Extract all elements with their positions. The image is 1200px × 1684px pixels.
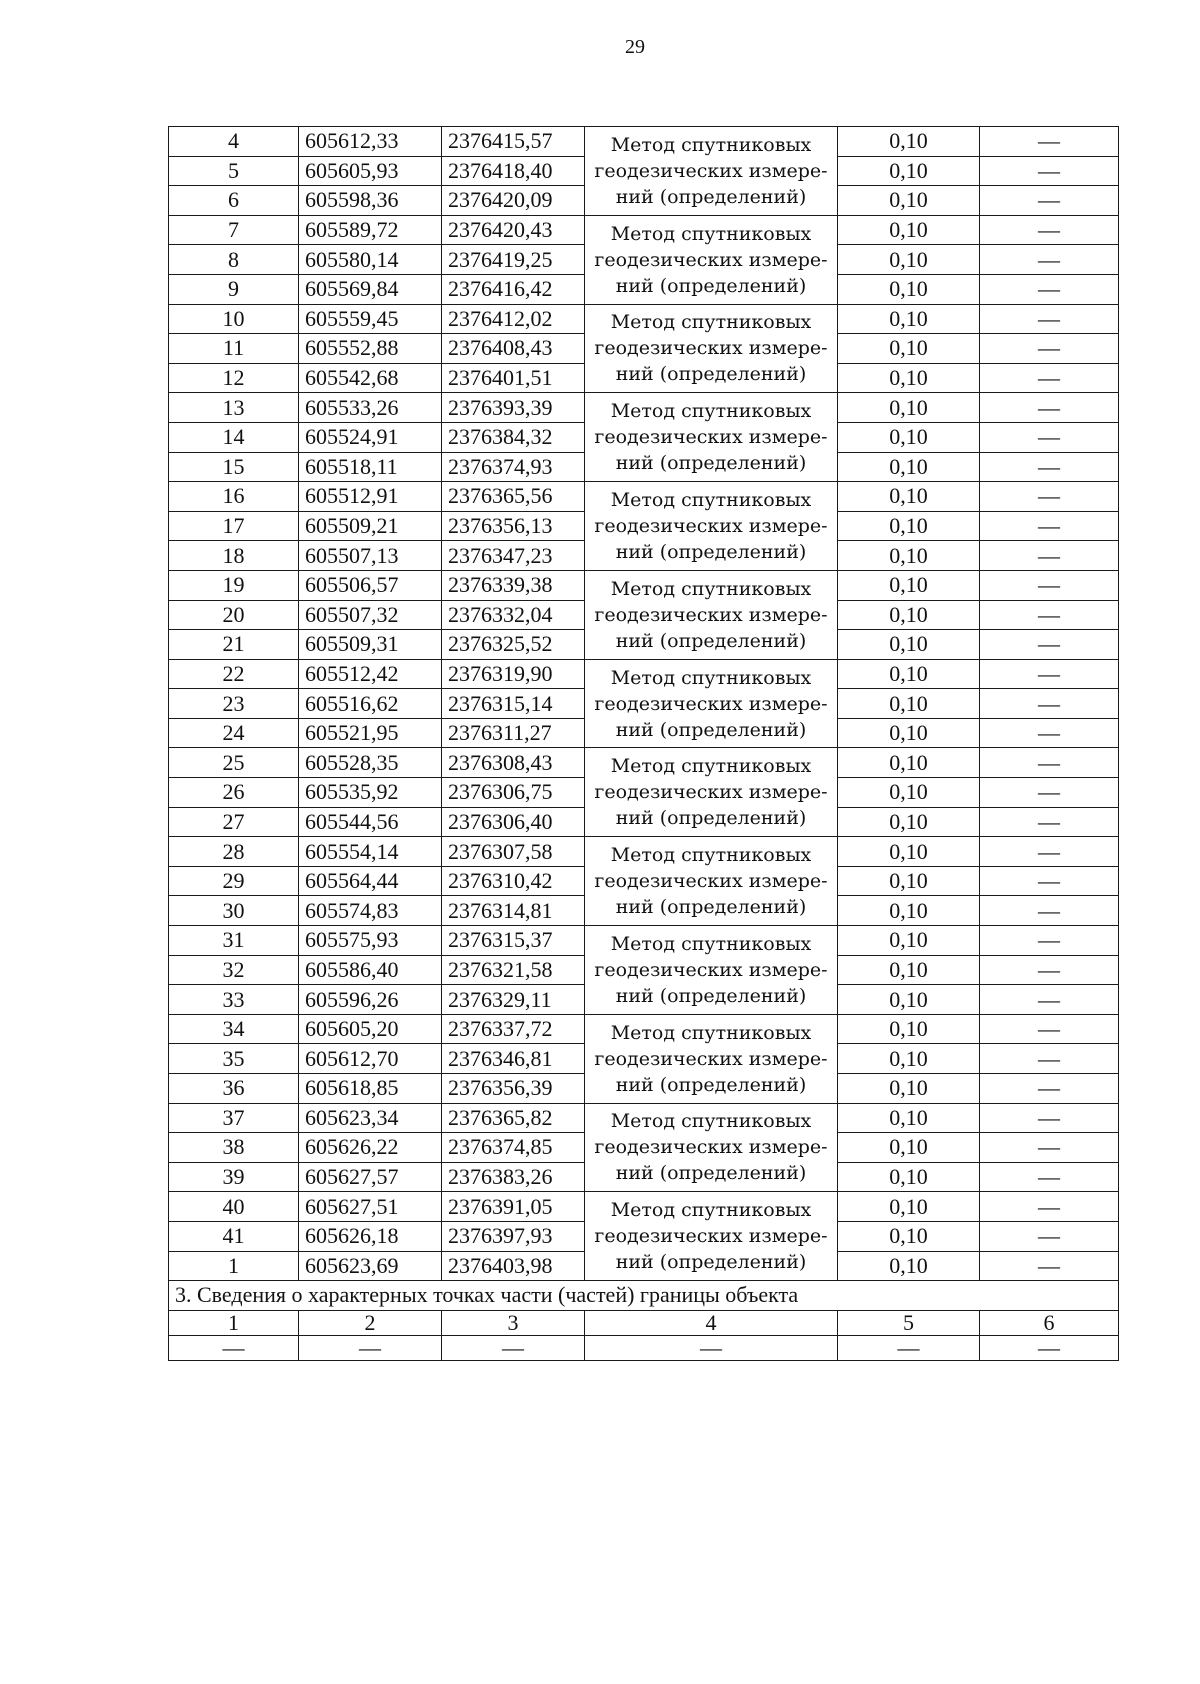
section-3-header-cell: 5 <box>838 1310 980 1335</box>
method-line: Метод спутниковых <box>610 1110 812 1133</box>
method-cell <box>585 127 838 216</box>
point-description: — <box>980 1221 1119 1251</box>
coordinate-x: 605575,93 <box>299 926 442 956</box>
coordinate-x: 605535,92 <box>299 778 442 808</box>
coordinate-y: 2376384,32 <box>442 422 585 452</box>
coordinate-x: 605524,91 <box>299 422 442 452</box>
coordinate-x: 605596,26 <box>299 985 442 1015</box>
coordinate-y: 2376307,58 <box>442 837 585 867</box>
coordinate-y: 2376310,42 <box>442 866 585 896</box>
coordinate-y: 2376339,38 <box>442 570 585 600</box>
table-row <box>169 304 1119 334</box>
point-number: 40 <box>169 1192 299 1222</box>
point-number: 18 <box>169 541 299 571</box>
accuracy: 0,10 <box>838 363 980 393</box>
method-line: Метод спутниковых <box>610 932 812 955</box>
accuracy: 0,10 <box>838 896 980 926</box>
point-number: 20 <box>169 600 299 630</box>
point-description: — <box>980 1192 1119 1222</box>
point-number: 17 <box>169 511 299 541</box>
point-number: 41 <box>169 1221 299 1251</box>
point-description: — <box>980 748 1119 778</box>
coordinate-y: 2376412,02 <box>442 304 585 334</box>
accuracy: 0,10 <box>838 1251 980 1281</box>
coordinate-x: 605516,62 <box>299 689 442 719</box>
coordinate-y: 2376420,43 <box>442 215 585 245</box>
section-3-title: 3. Сведения о характерных точках части (частей) границы объекта <box>169 1281 1119 1311</box>
coordinate-y: 2376337,72 <box>442 1014 585 1044</box>
point-number: 36 <box>169 1074 299 1104</box>
coordinate-y: 2376308,43 <box>442 748 585 778</box>
method-cell <box>585 482 838 571</box>
coordinate-x: 605612,70 <box>299 1044 442 1074</box>
point-number: 14 <box>169 422 299 452</box>
method-line: геодезических измере- <box>594 958 828 981</box>
coordinate-x: 605586,40 <box>299 955 442 985</box>
accuracy: 0,10 <box>838 866 980 896</box>
point-description: — <box>980 1162 1119 1192</box>
section-3-empty-row <box>169 1335 1119 1360</box>
point-number: 24 <box>169 718 299 748</box>
point-description: — <box>980 511 1119 541</box>
point-description: — <box>980 274 1119 304</box>
point-number: 32 <box>169 955 299 985</box>
accuracy: 0,10 <box>838 304 980 334</box>
section-3-cell: — <box>442 1335 585 1360</box>
table-row <box>169 1192 1119 1222</box>
section-3-cell: — <box>169 1335 299 1360</box>
coordinate-y: 2376408,43 <box>442 334 585 364</box>
method-line: ний (определений) <box>615 452 807 475</box>
section-3-header-cell: 6 <box>980 1310 1119 1335</box>
coordinate-x: 605509,21 <box>299 511 442 541</box>
method-cell <box>585 659 838 748</box>
coordinate-y: 2376321,58 <box>442 955 585 985</box>
point-description: — <box>980 1251 1119 1281</box>
method-line: геодезических измере- <box>594 159 828 182</box>
coordinate-y: 2376325,52 <box>442 630 585 660</box>
point-description: — <box>980 1133 1119 1163</box>
coordinate-x: 605605,93 <box>299 156 442 186</box>
coordinate-y: 2376401,51 <box>442 363 585 393</box>
coordinate-y: 2376393,39 <box>442 393 585 423</box>
method-cell <box>585 1014 838 1103</box>
coordinate-x: 605518,11 <box>299 452 442 482</box>
section-3-cell: — <box>299 1335 442 1360</box>
accuracy: 0,10 <box>838 452 980 482</box>
point-number: 23 <box>169 689 299 719</box>
accuracy: 0,10 <box>838 1162 980 1192</box>
point-number: 13 <box>169 393 299 423</box>
coordinate-x: 605564,44 <box>299 866 442 896</box>
accuracy: 0,10 <box>838 541 980 571</box>
section-3-cell: — <box>980 1335 1119 1360</box>
point-description: — <box>980 1014 1119 1044</box>
accuracy: 0,10 <box>838 393 980 423</box>
method-line: геодезических измере- <box>594 1225 828 1248</box>
method-line: геодезических измере- <box>594 515 828 538</box>
point-description: — <box>980 778 1119 808</box>
coordinate-y: 2376415,57 <box>442 127 585 157</box>
point-description: — <box>980 630 1119 660</box>
method-line: Метод спутниковых <box>610 577 812 600</box>
point-number: 39 <box>169 1162 299 1192</box>
method-cell <box>585 926 838 1015</box>
table-row <box>169 482 1119 512</box>
coordinate-x: 605569,84 <box>299 274 442 304</box>
coordinate-y: 2376314,81 <box>442 896 585 926</box>
point-number: 15 <box>169 452 299 482</box>
coordinate-y: 2376306,75 <box>442 778 585 808</box>
section-3-cell: — <box>838 1335 980 1360</box>
method-line: Метод спутниковых <box>610 489 812 512</box>
point-description: — <box>980 393 1119 423</box>
method-line: геодезических измере- <box>594 781 828 804</box>
point-description: — <box>980 156 1119 186</box>
method-line: геодезических измере- <box>594 603 828 626</box>
point-description: — <box>980 985 1119 1015</box>
point-number: 31 <box>169 926 299 956</box>
point-number: 26 <box>169 778 299 808</box>
method-line: Метод спутниковых <box>610 1199 812 1222</box>
point-description: — <box>980 304 1119 334</box>
method-line: Метод спутниковых <box>610 755 812 778</box>
method-cell <box>585 304 838 393</box>
method-line: Метод спутниковых <box>610 400 812 423</box>
coordinate-x: 605544,56 <box>299 807 442 837</box>
point-description: — <box>980 127 1119 157</box>
table-row <box>169 926 1119 956</box>
coordinate-x: 605512,91 <box>299 482 442 512</box>
point-number: 10 <box>169 304 299 334</box>
coordinate-y: 2376420,09 <box>442 186 585 216</box>
coordinate-y: 2376319,90 <box>442 659 585 689</box>
coordinate-y: 2376403,98 <box>442 1251 585 1281</box>
point-description: — <box>980 452 1119 482</box>
accuracy: 0,10 <box>838 926 980 956</box>
accuracy: 0,10 <box>838 274 980 304</box>
method-line: геодезических измере- <box>594 248 828 271</box>
coordinate-x: 605559,45 <box>299 304 442 334</box>
point-number: 30 <box>169 896 299 926</box>
table-row <box>169 570 1119 600</box>
accuracy: 0,10 <box>838 127 980 157</box>
method-line: геодезических измере- <box>594 692 828 715</box>
coordinate-y: 2376346,81 <box>442 1044 585 1074</box>
coordinate-y: 2376365,82 <box>442 1103 585 1133</box>
coordinate-x: 605598,36 <box>299 186 442 216</box>
method-line: ний (определений) <box>615 185 807 208</box>
coordinate-x: 605533,26 <box>299 393 442 423</box>
point-number: 6 <box>169 186 299 216</box>
point-number: 8 <box>169 245 299 275</box>
section-3-header-cell: 2 <box>299 1310 442 1335</box>
coordinate-y: 2376332,04 <box>442 600 585 630</box>
method-line: ний (определений) <box>615 1251 807 1274</box>
point-number: 9 <box>169 274 299 304</box>
coordinates-table <box>168 126 1119 1361</box>
accuracy: 0,10 <box>838 630 980 660</box>
accuracy: 0,10 <box>838 1044 980 1074</box>
accuracy: 0,10 <box>838 1133 980 1163</box>
method-line: ний (определений) <box>615 807 807 830</box>
point-number: 19 <box>169 570 299 600</box>
accuracy: 0,10 <box>838 1221 980 1251</box>
point-description: — <box>980 541 1119 571</box>
section-3-header-cell: 4 <box>585 1310 838 1335</box>
table-row <box>169 215 1119 245</box>
section-3-cell: — <box>585 1335 838 1360</box>
accuracy: 0,10 <box>838 955 980 985</box>
point-number: 16 <box>169 482 299 512</box>
coordinate-y: 2376365,56 <box>442 482 585 512</box>
accuracy: 0,10 <box>838 422 980 452</box>
page-number: 29 <box>625 36 645 58</box>
point-description: — <box>980 334 1119 364</box>
accuracy: 0,10 <box>838 482 980 512</box>
coordinate-x: 605626,22 <box>299 1133 442 1163</box>
coordinate-x: 605554,14 <box>299 837 442 867</box>
point-number: 12 <box>169 363 299 393</box>
point-description: — <box>980 1044 1119 1074</box>
method-cell <box>585 1192 838 1281</box>
point-number: 33 <box>169 985 299 1015</box>
point-description: — <box>980 955 1119 985</box>
section-3-header-cell: 1 <box>169 1310 299 1335</box>
coordinate-x: 605509,31 <box>299 630 442 660</box>
point-number: 4 <box>169 127 299 157</box>
coordinate-y: 2376418,40 <box>442 156 585 186</box>
method-cell <box>585 748 838 837</box>
method-line: Метод спутниковых <box>610 222 812 245</box>
coordinate-y: 2376315,37 <box>442 926 585 956</box>
coordinate-y: 2376315,14 <box>442 689 585 719</box>
point-description: — <box>980 866 1119 896</box>
coordinate-x: 605623,34 <box>299 1103 442 1133</box>
point-number: 37 <box>169 1103 299 1133</box>
accuracy: 0,10 <box>838 215 980 245</box>
method-line: ний (определений) <box>615 896 807 919</box>
section-3 <box>169 1281 1119 1361</box>
accuracy: 0,10 <box>838 600 980 630</box>
point-description: — <box>980 186 1119 216</box>
coordinate-x: 605552,88 <box>299 334 442 364</box>
coordinate-y: 2376356,13 <box>442 511 585 541</box>
method-line: геодезических измере- <box>594 1047 828 1070</box>
coordinate-y: 2376306,40 <box>442 807 585 837</box>
point-description: — <box>980 689 1119 719</box>
coordinate-x: 605512,42 <box>299 659 442 689</box>
coordinate-x: 605528,35 <box>299 748 442 778</box>
coordinate-x: 605507,13 <box>299 541 442 571</box>
coordinate-x: 605506,57 <box>299 570 442 600</box>
coordinate-y: 2376374,93 <box>442 452 585 482</box>
table-row <box>169 127 1119 157</box>
coordinate-y: 2376419,25 <box>442 245 585 275</box>
coordinate-y: 2376416,42 <box>442 274 585 304</box>
method-line: ний (определений) <box>615 629 807 652</box>
point-description: — <box>980 896 1119 926</box>
method-line: ний (определений) <box>615 541 807 564</box>
coordinate-y: 2376311,27 <box>442 718 585 748</box>
accuracy: 0,10 <box>838 156 980 186</box>
section-3-header-row <box>169 1310 1119 1335</box>
accuracy: 0,10 <box>838 1014 980 1044</box>
point-description: — <box>980 363 1119 393</box>
method-line: ний (определений) <box>615 274 807 297</box>
accuracy: 0,10 <box>838 245 980 275</box>
method-line: ний (определений) <box>615 363 807 386</box>
method-cell <box>585 393 838 482</box>
point-description: — <box>980 600 1119 630</box>
accuracy: 0,10 <box>838 985 980 1015</box>
coordinate-x: 605580,14 <box>299 245 442 275</box>
point-description: — <box>980 482 1119 512</box>
method-line: Метод спутниковых <box>610 844 812 867</box>
table-row <box>169 748 1119 778</box>
coordinate-y: 2376347,23 <box>442 541 585 571</box>
accuracy: 0,10 <box>838 1103 980 1133</box>
method-cell <box>585 570 838 659</box>
point-description: — <box>980 1074 1119 1104</box>
method-line: Метод спутниковых <box>610 311 812 334</box>
accuracy: 0,10 <box>838 718 980 748</box>
point-number: 25 <box>169 748 299 778</box>
point-number: 27 <box>169 807 299 837</box>
coordinate-y: 2376397,93 <box>442 1221 585 1251</box>
accuracy: 0,10 <box>838 511 980 541</box>
point-description: — <box>980 570 1119 600</box>
table-row <box>169 659 1119 689</box>
point-number: 11 <box>169 334 299 364</box>
coordinate-x: 605521,95 <box>299 718 442 748</box>
method-line: геодезических измере- <box>594 426 828 449</box>
coordinate-x: 605627,57 <box>299 1162 442 1192</box>
coordinates-table-body <box>169 127 1119 1281</box>
method-line: геодезических измере- <box>594 337 828 360</box>
point-description: — <box>980 1103 1119 1133</box>
coordinate-x: 605507,32 <box>299 600 442 630</box>
coordinate-y: 2376329,11 <box>442 985 585 1015</box>
method-line: геодезических измере- <box>594 870 828 893</box>
point-number: 34 <box>169 1014 299 1044</box>
method-line: Метод спутниковых <box>610 666 812 689</box>
accuracy: 0,10 <box>838 778 980 808</box>
accuracy: 0,10 <box>838 807 980 837</box>
accuracy: 0,10 <box>838 1192 980 1222</box>
coordinate-x: 605612,33 <box>299 127 442 157</box>
point-description: — <box>980 926 1119 956</box>
method-line: ний (определений) <box>615 984 807 1007</box>
coordinate-x: 605574,83 <box>299 896 442 926</box>
coordinate-x: 605623,69 <box>299 1251 442 1281</box>
point-number: 38 <box>169 1133 299 1163</box>
table-row <box>169 837 1119 867</box>
method-line: ний (определений) <box>615 718 807 741</box>
coordinate-y: 2376374,85 <box>442 1133 585 1163</box>
coordinate-x: 605542,68 <box>299 363 442 393</box>
coordinate-y: 2376356,39 <box>442 1074 585 1104</box>
accuracy: 0,10 <box>838 748 980 778</box>
method-cell <box>585 1103 838 1192</box>
table-row <box>169 1014 1119 1044</box>
point-number: 28 <box>169 837 299 867</box>
coordinate-y: 2376383,26 <box>442 1162 585 1192</box>
coordinate-x: 605618,85 <box>299 1074 442 1104</box>
point-description: — <box>980 837 1119 867</box>
accuracy: 0,10 <box>838 837 980 867</box>
coordinate-x: 605605,20 <box>299 1014 442 1044</box>
point-description: — <box>980 215 1119 245</box>
point-description: — <box>980 245 1119 275</box>
method-cell <box>585 837 838 926</box>
point-description: — <box>980 807 1119 837</box>
accuracy: 0,10 <box>838 1074 980 1104</box>
coordinate-x: 605627,51 <box>299 1192 442 1222</box>
method-line: геодезических измере- <box>594 1136 828 1159</box>
coordinate-y: 2376391,05 <box>442 1192 585 1222</box>
point-number: 5 <box>169 156 299 186</box>
section-3-title-row <box>169 1281 1119 1311</box>
point-description: — <box>980 422 1119 452</box>
method-line: Метод спутниковых <box>610 133 812 156</box>
coordinate-x: 605589,72 <box>299 215 442 245</box>
method-line: Метод спутниковых <box>610 1021 812 1044</box>
point-number: 22 <box>169 659 299 689</box>
method-line: ний (определений) <box>615 1073 807 1096</box>
coordinate-x: 605626,18 <box>299 1221 442 1251</box>
accuracy: 0,10 <box>838 570 980 600</box>
section-3-header-cell: 3 <box>442 1310 585 1335</box>
table-row <box>169 1103 1119 1133</box>
accuracy: 0,10 <box>838 186 980 216</box>
point-description: — <box>980 659 1119 689</box>
method-cell <box>585 215 838 304</box>
point-number: 1 <box>169 1251 299 1281</box>
point-number: 7 <box>169 215 299 245</box>
point-description: — <box>980 718 1119 748</box>
accuracy: 0,10 <box>838 689 980 719</box>
point-number: 35 <box>169 1044 299 1074</box>
table-row <box>169 393 1119 423</box>
point-number: 21 <box>169 630 299 660</box>
point-number: 29 <box>169 866 299 896</box>
accuracy: 0,10 <box>838 659 980 689</box>
accuracy: 0,10 <box>838 334 980 364</box>
method-line: ний (определений) <box>615 1162 807 1185</box>
